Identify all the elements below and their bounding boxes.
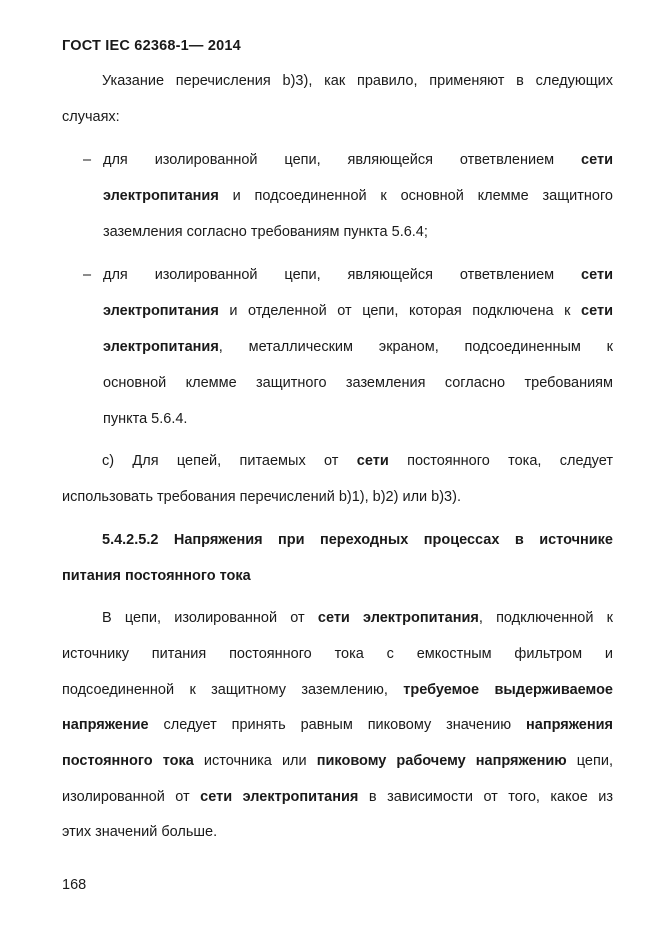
text-span: подсоединенной к защитному заземлению, <box>62 682 404 698</box>
list-item-line <box>103 152 613 168</box>
list-dash: – <box>83 267 92 283</box>
paragraph-line <box>62 789 613 805</box>
text-span: следует принять равным пиковому значению <box>148 717 526 733</box>
list-item-line <box>103 339 613 355</box>
text-span: в зависимости от того, какое из <box>358 789 613 805</box>
page-number: 168 <box>62 877 87 893</box>
term-bold: сети электропитания <box>200 789 359 805</box>
list-item-line <box>103 303 613 319</box>
term-bold: электропитания <box>103 339 219 355</box>
term-bold: требуемое выдерживаемое <box>403 682 613 698</box>
list-item-line: основной клемме защитного заземления согласно требованиям <box>103 375 613 391</box>
text-span: и подсоединенной к основной клемме защитного <box>218 188 613 204</box>
text-span: источника или <box>193 753 317 769</box>
term-bold: сети <box>581 303 613 319</box>
term-bold: напряжения <box>526 717 613 733</box>
term-bold: электропитания <box>103 303 219 319</box>
paragraph-line: случаях: <box>62 109 120 125</box>
text-span: изолированной от <box>62 789 201 805</box>
list-item-line <box>103 188 613 204</box>
paragraph-line <box>62 717 613 733</box>
term-bold: сети <box>581 267 613 283</box>
text-span: цепи, <box>566 753 613 769</box>
list-item-line <box>103 267 613 283</box>
text-span: , металлическим экраном, подсоединенным к <box>218 339 613 355</box>
list-item-line: заземления согласно требованиям пункта 5.6.4; <box>103 224 428 240</box>
term-bold: сети <box>581 152 613 168</box>
paragraph-line <box>102 610 613 626</box>
paragraph-line <box>62 753 613 769</box>
term-bold: электропитания <box>103 188 219 204</box>
text-span: для изолированной цепи, являющейся ответвлением <box>103 152 582 168</box>
text-span: постоянного тока, следует <box>388 453 613 469</box>
term-bold: сети <box>356 453 389 469</box>
text-span: для изолированной цепи, являющейся ответвлением <box>103 267 582 283</box>
term-bold: пиковому рабочему напряжению <box>316 753 567 769</box>
section-heading: 5.4.2.5.2 Напряжения при переходных процессах в источнике <box>102 532 613 548</box>
list-item-line: пункта 5.6.4. <box>103 411 188 427</box>
term-bold: напряжение <box>62 717 149 733</box>
text-span: , подключенной к <box>478 610 613 626</box>
section-heading: питания постоянного тока <box>62 568 251 584</box>
term-bold: сети электропитания <box>317 610 479 626</box>
text-span: c) Для цепей, питаемых от <box>102 453 357 469</box>
paragraph-line: этих значений больше. <box>62 824 218 840</box>
text-span: и отделенной от цепи, которая подключена к <box>218 303 582 319</box>
text-span: В цепи, изолированной от <box>102 610 318 626</box>
paragraph-line: источнику питания постоянного тока с емкостным фильтром и <box>62 646 613 662</box>
term-bold: постоянного тока <box>62 753 194 769</box>
paragraph-line <box>102 453 613 469</box>
paragraph-line: использовать требования перечислений b)1), b)2) или b)3). <box>62 489 461 505</box>
paragraph-line <box>62 682 613 698</box>
document-header: ГОСТ IEC 62368-1— 2014 <box>62 38 241 54</box>
list-dash: – <box>83 152 92 168</box>
paragraph-line: Указание перечисления b)3), как правило, применяют в следующих <box>102 73 613 89</box>
